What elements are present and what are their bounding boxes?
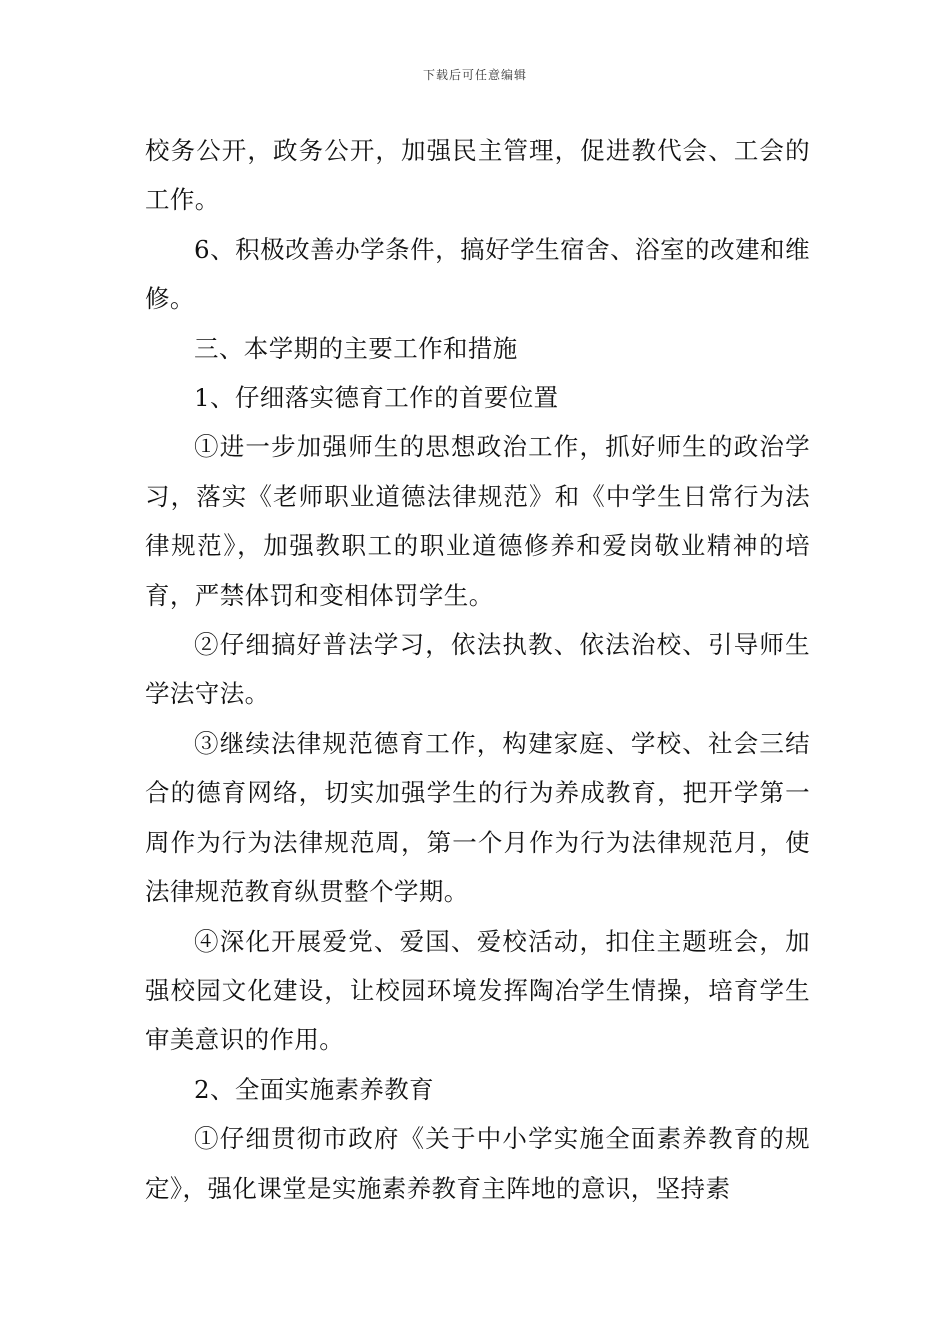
paragraph: 6、积极改善办学条件，搞好学生宿舍、浴室的改建和维修。 <box>145 234 810 314</box>
section-heading: 三、本学期的主要工作和措施 <box>194 333 518 363</box>
subsection-heading: 2、全面实施素养教育 <box>194 1074 435 1104</box>
paragraph: ①仔细贯彻市政府《关于中小学实施全面素养教育的规定》，强化课堂是实施素养教育主阵地的意识，坚持素 <box>145 1124 810 1203</box>
document-body <box>145 126 810 1213</box>
header-note: 下载后可任意编辑 <box>422 68 527 82</box>
paragraph: 校务公开，政务公开，加强民主管理，促进教代会、工会的工作。 <box>145 136 810 215</box>
paragraph: ④深化开展爱党、爱国、爱校活动，扣住主题班会，加强校园文化建设，让校园环境发挥陶冶学生情操，培育学生审美意识的作用。 <box>145 926 810 1055</box>
paragraph: ②仔细搞好普法学习，依法执教、依法治校、引导师生学法守法。 <box>145 630 810 709</box>
paragraph: ①进一步加强师生的思想政治工作，抓好师生的政治学习，落实《老师职业道德法律规范》和《中学生日常行为法律规范》，加强教职工的职业道德修养和爱岗敬业精神的培育，严禁体罚和变相体罚学生。 <box>145 432 810 610</box>
subsection-heading: 1、仔细落实德育工作的首要位置 <box>194 383 559 413</box>
paragraph: ③继续法律规范德育工作，构建家庭、学校、社会三结合的德育网络，切实加强学生的行为养成教育，把开学第一周作为行为法律规范周，第一个月作为行为法律规范月，使法律规范教育纵贯整个学期。 <box>145 728 810 907</box>
